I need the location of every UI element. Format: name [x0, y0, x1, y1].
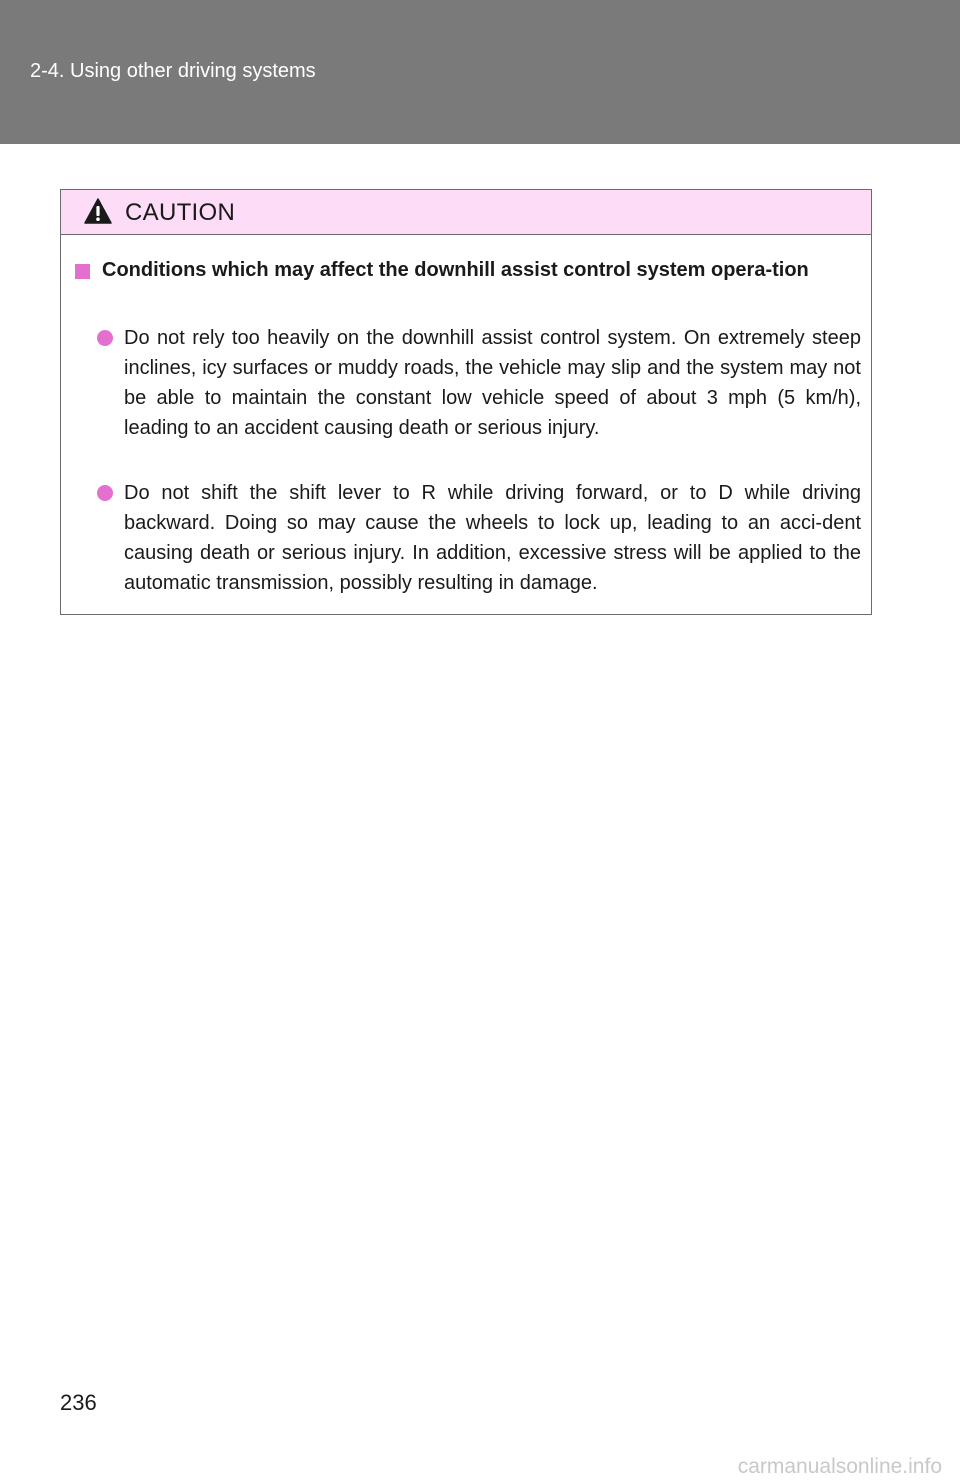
- header-band: [0, 0, 960, 144]
- warning-triangle-icon: [84, 198, 112, 224]
- page-number: 236: [60, 1390, 97, 1415]
- bullet-item: [97, 323, 861, 443]
- caution-heading-text: Conditions which may affect the downhill assist control system opera-tion: [102, 259, 809, 281]
- caution-heading: [75, 256, 861, 285]
- bullet-text: Do not rely too heavily on the downhill assist control system. On extremely steep inclines, icy surfaces or muddy roads, the vehicle may slip and the system may not be able to maintain the constant low vehicle speed of about 3 mph (5 km/h), leading to an accident causing death or serious injury.: [124, 327, 861, 439]
- caution-title: CAUTION: [125, 199, 236, 226]
- caution-body: [61, 235, 871, 614]
- caution-box: [60, 189, 872, 615]
- bullet-item: [97, 478, 861, 598]
- circle-bullet-icon: [97, 330, 113, 346]
- caution-header: [61, 190, 871, 235]
- watermark: carmanualsonline.info: [737, 1455, 942, 1478]
- section-title: 2-4. Using other driving systems: [30, 60, 316, 82]
- square-bullet-icon: [75, 264, 90, 279]
- bullet-text: Do not shift the shift lever to R while driving forward, or to D while driving backward. Doing so may cause the wheels to lock up, leading to an acci-dent causing death or serious injury. In addition, excessive stress will be applied to the automatic transmission, possibly resulting in damage.: [124, 482, 861, 594]
- circle-bullet-icon: [97, 485, 113, 501]
